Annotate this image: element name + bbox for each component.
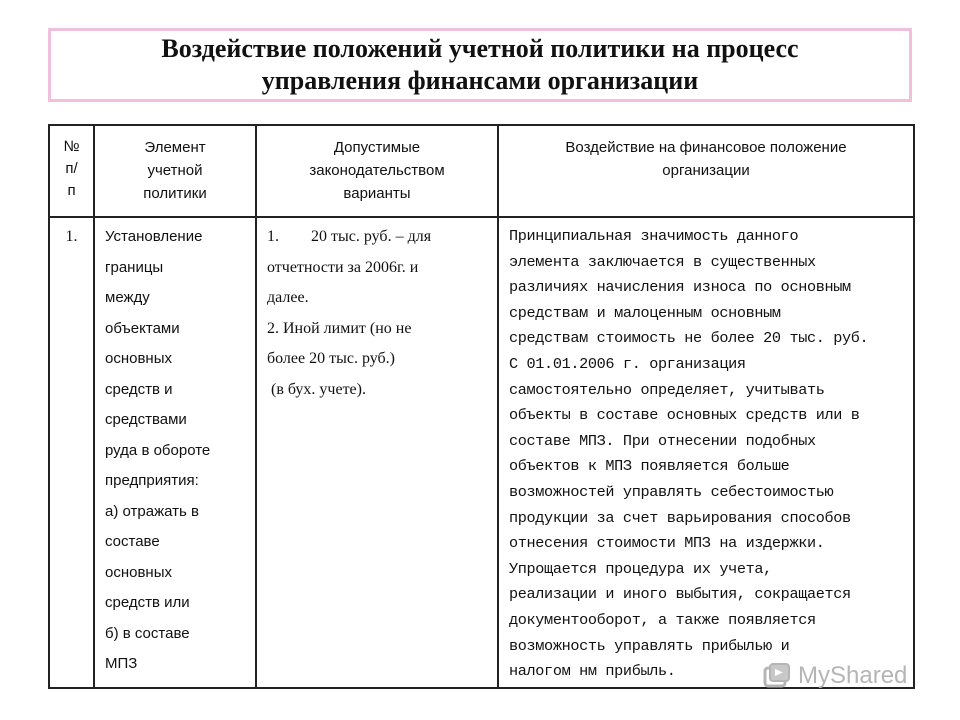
header-impact: Воздействие на финансовое положение организации <box>498 125 914 217</box>
row-num: 1. <box>49 217 94 688</box>
header-variants: Допустимые законодательством варианты <box>256 125 498 217</box>
table-header-row <box>49 125 914 217</box>
title-line-1: Воздействие положений учетной политики на процесс <box>161 34 799 63</box>
myshared-logo-icon <box>762 661 792 691</box>
row-element: Установление границы между объектами основных средств и средствами руда в обороте предприятия: а) отражать в составе основных средств или б) в составе МПЗ <box>94 217 256 688</box>
watermark-text: MyShared <box>798 662 908 689</box>
slide-title <box>161 33 798 97</box>
title-line-2: управления финансами организации <box>261 66 699 95</box>
header-num: № п/ п <box>49 125 94 217</box>
table-row <box>49 217 914 688</box>
accounting-policy-table <box>48 124 915 689</box>
slide-title-box <box>48 28 912 102</box>
row-variants: 1. 20 тыс. руб. – для отчетности за 2006г. и далее. 2. Иной лимит (но не более 20 тыс. руб.) (в бух. учете). <box>256 217 498 688</box>
header-element: Элемент учетной политики <box>94 125 256 217</box>
row-impact: Принципиальная значимость данного элемента заключается в существенных различиях начисления износа по основным средствам и малоценным основным средствам стоимость не более 20 тыс. руб. С 01.01.2006 г. организация самостоятельно определяет, учитывать объекты в составе основных средств или в составе МПЗ. При отнесении подобных объектов к МПЗ появляется больше возможностей управлять себестоимостью продукции за счет варьирования способов отнесения стоимости МПЗ на издержки. Упрощается процедура их учета, реализации и иного выбытия, сокращается документооборот, а также появляется возможность управлять прибылью и налогом нм прибыль. <box>498 217 914 688</box>
watermark <box>762 656 922 696</box>
